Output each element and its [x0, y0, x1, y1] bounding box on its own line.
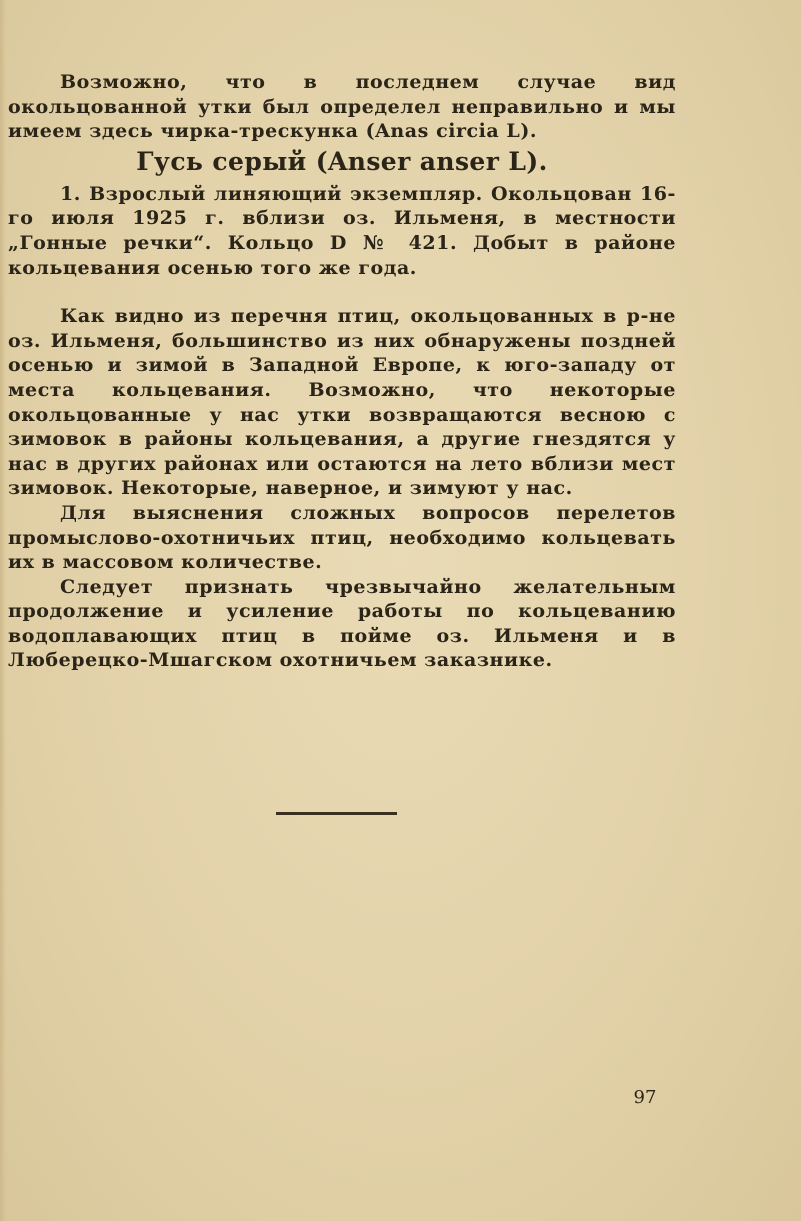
paragraph-conclusions: Как видно из перечня птиц, окольцованных в р-не оз. Ильменя, большинство из них обнаружены поздней осенью и зимой в Западной Европе, к юго-западу от места кольцевания. Возможно, что некоторые окольцованные у нас утки возвращаются весною с зимовок в районы кольцевания, а другие гнездятся у нас в других районах или остаются на лето вблизи мест зимовок. Некоторые, наверное, и зимуют у нас. [8, 305, 676, 500]
section-end-rule [276, 812, 397, 815]
paragraph-previous-species-note: Возможно, что в последнем случае вид окольцованной утки был определел неправильно и мы имеем здесь чирка-трескунка (Anas circia L). [8, 71, 676, 143]
paragraph-recommendation: Следует признать чрезвычайно желательным продолжение и усиление работы по кольцеванию водоплавающих птиц в пойме оз. Ильменя и в Люберецко-Мшагском охотничьем заказнике. [8, 575, 676, 672]
paragraph-gap [8, 280, 676, 304]
paragraph-ringing-record: 1. Взрослый линяющий экземпляр. Окольцован 16-го июля 1925 г. вблизи оз. Ильменя, в местности „Гонные речки“. Кольцо D № 421. Добыт в районе кольцевания осенью того же года. [8, 182, 676, 279]
page-edge-shadow [0, 0, 6, 1221]
body-text [8, 70, 676, 673]
page-number: 97 [633, 1087, 657, 1108]
paragraph-mass-ringing: Для выяснения сложных вопросов перелетов промыслово-охотничьих птиц, необходимо кольцевать их в массовом количестве. [8, 501, 676, 574]
species-heading: Гусь серый (Anser anser L). [136, 146, 548, 176]
